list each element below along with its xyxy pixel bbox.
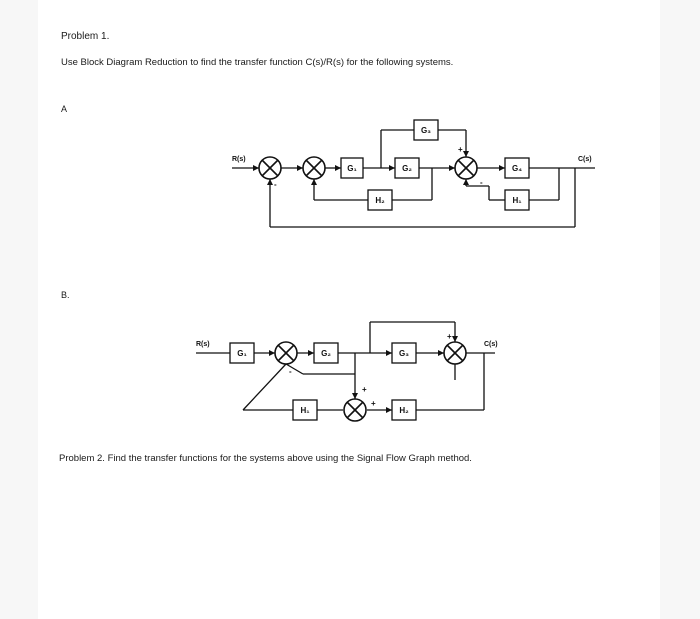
label-g3: G₃ <box>421 126 431 135</box>
summing-junction <box>344 399 366 421</box>
label-h1: H₁ <box>300 406 310 415</box>
label-h2: H₂ <box>399 406 409 415</box>
sign-plus: + <box>447 332 452 341</box>
problem-2-text: Problem 2. Find the transfer functions for the systems above using the Signal Flow Graph method. <box>59 453 472 464</box>
problem-1-instruction: Use Block Diagram Reduction to find the transfer function C(s)/R(s) for the following systems. <box>61 57 454 68</box>
summing-junction <box>444 342 466 364</box>
label-h1: H₁ <box>512 196 522 205</box>
problem-1-title: Problem 1. <box>61 31 110 42</box>
label-g1: G₁ <box>347 164 357 173</box>
sign-minus: - <box>289 367 292 376</box>
label-g2: G₂ <box>321 349 331 358</box>
input-label: R(s) <box>232 156 246 163</box>
sign-plus: + <box>362 385 367 394</box>
label-g3: G₃ <box>399 349 409 358</box>
sign-minus: - <box>274 180 277 189</box>
sign-minus: - <box>480 178 483 187</box>
input-label: R(s) <box>196 341 210 348</box>
output-label: C(s) <box>578 156 592 163</box>
output-label: C(s) <box>484 341 498 348</box>
label-h2: H₂ <box>375 196 385 205</box>
summing-junction <box>275 342 297 364</box>
label-g2: G₂ <box>402 164 412 173</box>
label-g4: G₄ <box>511 164 523 173</box>
sign-plus: + <box>371 399 376 408</box>
diagram-a-label: A <box>61 104 68 114</box>
diagram-b-label: B. <box>61 290 70 300</box>
label-g1: G₁ <box>237 349 247 358</box>
sign-plus: + <box>458 145 463 154</box>
